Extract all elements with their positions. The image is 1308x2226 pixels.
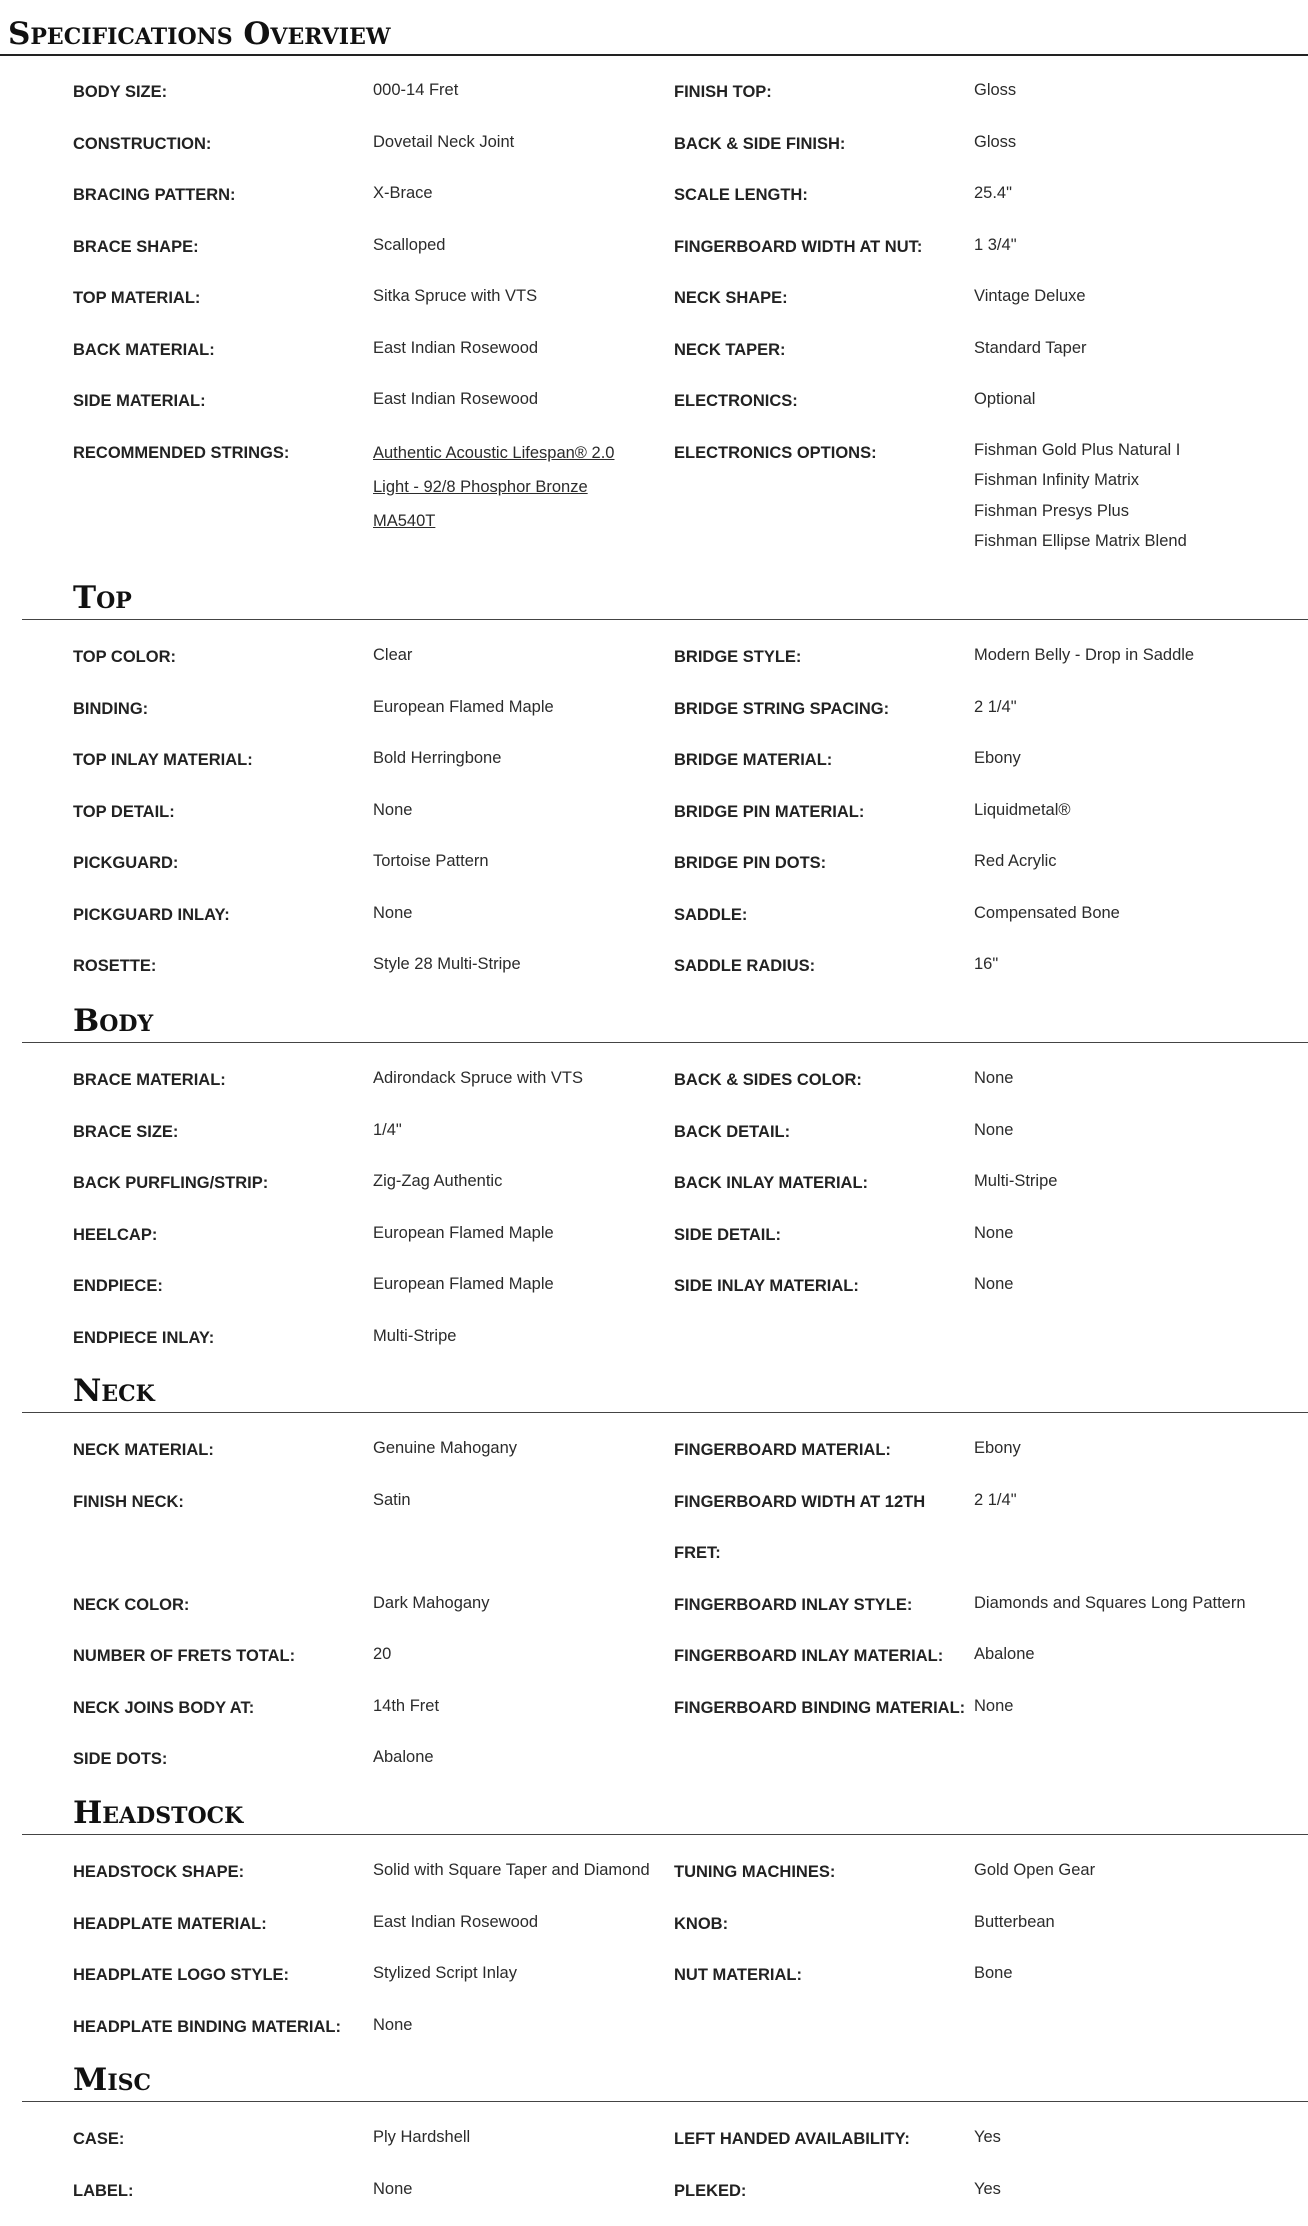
spec-value: Optional xyxy=(974,385,1035,412)
spec-label: HEADPLATE LOGO STYLE: xyxy=(73,1959,289,1988)
spec-label: BACK MATERIAL: xyxy=(73,334,215,363)
section-divider xyxy=(22,1412,1308,1413)
spec-row xyxy=(73,2123,1273,2175)
spec-row xyxy=(73,1434,1273,1486)
spec-value: Ply Hardshell xyxy=(373,2123,470,2150)
spec-row xyxy=(73,1856,1273,1908)
spec-row xyxy=(73,1908,1273,1960)
spec-row xyxy=(73,334,1273,386)
spec-label: NECK JOINS BODY AT: xyxy=(73,1692,254,1721)
spec-row xyxy=(73,744,1273,796)
spec-value: Yes xyxy=(974,2123,1001,2150)
section-title-neck: Neck xyxy=(73,1373,155,1409)
spec-label: FINISH NECK: xyxy=(73,1486,184,1515)
spec-value: None xyxy=(373,2011,412,2038)
headstock-grid xyxy=(73,1856,1273,2062)
body-grid xyxy=(73,1064,1273,1373)
list-item: Fishman Gold Plus Natural I xyxy=(974,435,1187,466)
spec-row xyxy=(73,128,1273,180)
spec-value: Style 28 Multi-Stripe xyxy=(373,950,521,977)
spec-label: KNOB: xyxy=(674,1908,728,1937)
spec-row xyxy=(73,2175,1273,2226)
section-title-misc: Misc xyxy=(73,2062,151,2098)
spec-label: LABEL: xyxy=(73,2175,134,2204)
spec-label: BRIDGE MATERIAL: xyxy=(674,744,832,773)
spec-row xyxy=(73,1219,1273,1271)
spec-row xyxy=(73,693,1273,745)
spec-label: LEFT HANDED AVAILABILITY: xyxy=(674,2123,910,2152)
spec-label-multiline xyxy=(674,1486,925,1566)
spec-row xyxy=(73,1486,1273,1589)
spec-label: ELECTRONICS: xyxy=(674,385,798,414)
spec-label: RECOMMENDED STRINGS: xyxy=(73,437,289,466)
spec-label: BRIDGE STRING SPACING: xyxy=(674,693,889,722)
spec-label: TOP MATERIAL: xyxy=(73,282,200,311)
spec-value: None xyxy=(974,1116,1013,1143)
spec-value: Butterbean xyxy=(974,1908,1055,1935)
overview-grid xyxy=(73,76,1273,557)
spec-value: None xyxy=(373,899,412,926)
spec-value: Standard Taper xyxy=(974,334,1087,361)
spec-label: BACK & SIDE FINISH: xyxy=(674,128,845,157)
spec-row xyxy=(73,1743,1273,1795)
spec-label: SIDE INLAY MATERIAL: xyxy=(674,1270,859,1299)
spec-label: BRACE SHAPE: xyxy=(73,231,199,260)
spec-row xyxy=(73,1116,1273,1168)
spec-value: Adirondack Spruce with VTS xyxy=(373,1064,583,1091)
spec-value: Scalloped xyxy=(373,231,445,258)
spec-value: East Indian Rosewood xyxy=(373,1908,538,1935)
neck-grid xyxy=(73,1434,1273,1795)
spec-value: None xyxy=(974,1692,1013,1719)
spec-value: None xyxy=(373,796,412,823)
spec-value: Gloss xyxy=(974,128,1016,155)
spec-value: Red Acrylic xyxy=(974,847,1057,874)
spec-label-line: FINGERBOARD WIDTH AT 12TH xyxy=(674,1489,925,1515)
spec-row xyxy=(73,1167,1273,1219)
spec-row xyxy=(73,437,1273,557)
spec-label: SIDE MATERIAL: xyxy=(73,385,206,414)
spec-value: Abalone xyxy=(974,1640,1035,1667)
spec-value: 2 1/4" xyxy=(974,693,1017,720)
spec-value: Solid with Square Taper and Diamond xyxy=(373,1856,650,1883)
spec-label: FINISH TOP: xyxy=(674,76,772,105)
spec-label: CONSTRUCTION: xyxy=(73,128,211,157)
spec-label: ROSETTE: xyxy=(73,950,156,979)
spec-label: NECK TAPER: xyxy=(674,334,786,363)
spec-row xyxy=(73,282,1273,334)
strings-link-line[interactable]: Light - 92/8 Phosphor Bronze xyxy=(373,470,614,504)
spec-value: 1 3/4" xyxy=(974,231,1017,258)
spec-label: TOP INLAY MATERIAL: xyxy=(73,744,253,773)
spec-label: BACK PURFLING/STRIP: xyxy=(73,1167,268,1196)
spec-value: 25.4" xyxy=(974,179,1012,206)
spec-label: FINGERBOARD BINDING MATERIAL: xyxy=(674,1692,965,1721)
spec-label: BRIDGE STYLE: xyxy=(674,641,801,670)
spec-value: X-Brace xyxy=(373,179,433,206)
spec-label: NUMBER OF FRETS TOTAL: xyxy=(73,1640,295,1669)
spec-label: NECK MATERIAL: xyxy=(73,1434,214,1463)
spec-label: PICKGUARD INLAY: xyxy=(73,899,230,928)
spec-label: TOP COLOR: xyxy=(73,641,176,670)
spec-label: ELECTRONICS OPTIONS: xyxy=(674,437,877,466)
spec-label: HEADSTOCK SHAPE: xyxy=(73,1856,244,1885)
spec-value: Gold Open Gear xyxy=(974,1856,1095,1883)
spec-row xyxy=(73,1589,1273,1641)
spec-value: None xyxy=(974,1270,1013,1297)
section-title-top: Top xyxy=(73,580,132,616)
spec-label: PLEKED: xyxy=(674,2175,746,2204)
spec-label: SADDLE RADIUS: xyxy=(674,950,815,979)
spec-label: SIDE DETAIL: xyxy=(674,1219,781,1248)
spec-label: HEADPLATE BINDING MATERIAL: xyxy=(73,2011,341,2040)
spec-label: FINGERBOARD WIDTH AT NUT: xyxy=(674,231,922,260)
section-divider xyxy=(22,1042,1308,1043)
spec-value: Liquidmetal® xyxy=(974,796,1071,823)
top-grid xyxy=(73,641,1273,1002)
spec-value: None xyxy=(974,1064,1013,1091)
spec-value: Zig-Zag Authentic xyxy=(373,1167,502,1194)
spec-label: CASE: xyxy=(73,2123,124,2152)
spec-value: East Indian Rosewood xyxy=(373,385,538,412)
spec-value: Multi-Stripe xyxy=(974,1167,1057,1194)
section-title-headstock: Headstock xyxy=(73,1795,243,1831)
spec-row xyxy=(73,1322,1273,1374)
strings-link-line[interactable]: MA540T xyxy=(373,504,614,538)
spec-row xyxy=(73,1640,1273,1692)
spec-label-line: FRET: xyxy=(674,1540,925,1566)
spec-value: Genuine Mahogany xyxy=(373,1434,517,1461)
spec-value: None xyxy=(974,1219,1013,1246)
spec-row xyxy=(73,385,1273,437)
spec-label: PICKGUARD: xyxy=(73,847,178,876)
section-title-body: Body xyxy=(73,1003,153,1039)
list-item: Fishman Ellipse Matrix Blend xyxy=(974,526,1187,557)
spec-value: 000-14 Fret xyxy=(373,76,458,103)
spec-value: 16" xyxy=(974,950,998,977)
spec-row xyxy=(73,231,1273,283)
title-divider xyxy=(0,54,1308,56)
spec-label: SIDE DOTS: xyxy=(73,1743,167,1772)
spec-label: BACK INLAY MATERIAL: xyxy=(674,1167,868,1196)
recommended-strings-link[interactable] xyxy=(373,436,614,538)
spec-value: Compensated Bone xyxy=(974,899,1120,926)
spec-value: 2 1/4" xyxy=(974,1486,1017,1513)
spec-label: TUNING MACHINES: xyxy=(674,1856,835,1885)
spec-value: Ebony xyxy=(974,744,1021,771)
spec-label: ENDPIECE: xyxy=(73,1270,163,1299)
spec-row xyxy=(73,1270,1273,1322)
spec-value: Satin xyxy=(373,1486,411,1513)
spec-value: European Flamed Maple xyxy=(373,693,554,720)
spec-label: BRIDGE PIN DOTS: xyxy=(674,847,826,876)
spec-label: BRIDGE PIN MATERIAL: xyxy=(674,796,864,825)
spec-row xyxy=(73,950,1273,1002)
spec-value: Stylized Script Inlay xyxy=(373,1959,517,1986)
spec-row xyxy=(73,76,1273,128)
spec-label: FINGERBOARD MATERIAL: xyxy=(674,1434,891,1463)
spec-label: NECK COLOR: xyxy=(73,1589,189,1618)
list-item: Fishman Infinity Matrix xyxy=(974,465,1187,496)
section-divider xyxy=(22,619,1308,620)
spec-label: BRACING PATTERN: xyxy=(73,179,236,208)
spec-label: NUT MATERIAL: xyxy=(674,1959,802,1988)
list-item: Fishman Presys Plus xyxy=(974,496,1187,527)
spec-value: Bold Herringbone xyxy=(373,744,501,771)
spec-label: NECK SHAPE: xyxy=(674,282,788,311)
spec-row xyxy=(73,796,1273,848)
spec-value: Tortoise Pattern xyxy=(373,847,489,874)
spec-label: FINGERBOARD INLAY MATERIAL: xyxy=(674,1640,943,1669)
spec-value: Sitka Spruce with VTS xyxy=(373,282,537,309)
spec-value: East Indian Rosewood xyxy=(373,334,538,361)
spec-label: SADDLE: xyxy=(674,899,747,928)
spec-row xyxy=(73,1692,1273,1744)
electronics-options-list xyxy=(974,434,1187,557)
section-divider xyxy=(22,2101,1308,2102)
spec-value: Clear xyxy=(373,641,412,668)
spec-label: BINDING: xyxy=(73,693,148,722)
spec-value: European Flamed Maple xyxy=(373,1219,554,1246)
spec-value: Multi-Stripe xyxy=(373,1322,456,1349)
spec-row xyxy=(73,847,1273,899)
spec-value: European Flamed Maple xyxy=(373,1270,554,1297)
spec-value: None xyxy=(373,2175,412,2202)
misc-grid xyxy=(73,2123,1273,2226)
spec-value: Yes xyxy=(974,2175,1001,2202)
spec-label: BRACE SIZE: xyxy=(73,1116,178,1145)
spec-label: BRACE MATERIAL: xyxy=(73,1064,226,1093)
spec-row xyxy=(73,641,1273,693)
section-divider xyxy=(22,1834,1308,1835)
spec-value: Bone xyxy=(974,1959,1013,1986)
spec-row xyxy=(73,179,1273,231)
spec-row xyxy=(73,1959,1273,2011)
spec-value: Vintage Deluxe xyxy=(974,282,1086,309)
spec-row xyxy=(73,899,1273,951)
spec-value: Abalone xyxy=(373,1743,434,1770)
spec-label: FINGERBOARD INLAY STYLE: xyxy=(674,1589,912,1618)
spec-label: HEELCAP: xyxy=(73,1219,157,1248)
spec-value: Dovetail Neck Joint xyxy=(373,128,514,155)
spec-label: BACK DETAIL: xyxy=(674,1116,790,1145)
spec-label: TOP DETAIL: xyxy=(73,796,175,825)
spec-value: Modern Belly - Drop in Saddle xyxy=(974,641,1194,668)
spec-label: BACK & SIDES COLOR: xyxy=(674,1064,862,1093)
spec-value: 14th Fret xyxy=(373,1692,439,1719)
spec-label: HEADPLATE MATERIAL: xyxy=(73,1908,267,1937)
spec-label: SCALE LENGTH: xyxy=(674,179,808,208)
spec-value: 1/4" xyxy=(373,1116,402,1143)
spec-row xyxy=(73,1064,1273,1116)
spec-value: Ebony xyxy=(974,1434,1021,1461)
spec-label: BODY SIZE: xyxy=(73,76,167,105)
spec-value: Diamonds and Squares Long Pattern xyxy=(974,1589,1246,1616)
spec-value: Dark Mahogany xyxy=(373,1589,489,1616)
spec-row xyxy=(73,2011,1273,2063)
strings-link-line[interactable]: Authentic Acoustic Lifespan® 2.0 xyxy=(373,436,614,470)
spec-value: Gloss xyxy=(974,76,1016,103)
page-title: Specifications Overview xyxy=(8,16,391,52)
spec-label: ENDPIECE INLAY: xyxy=(73,1322,214,1351)
spec-value: 20 xyxy=(373,1640,391,1667)
